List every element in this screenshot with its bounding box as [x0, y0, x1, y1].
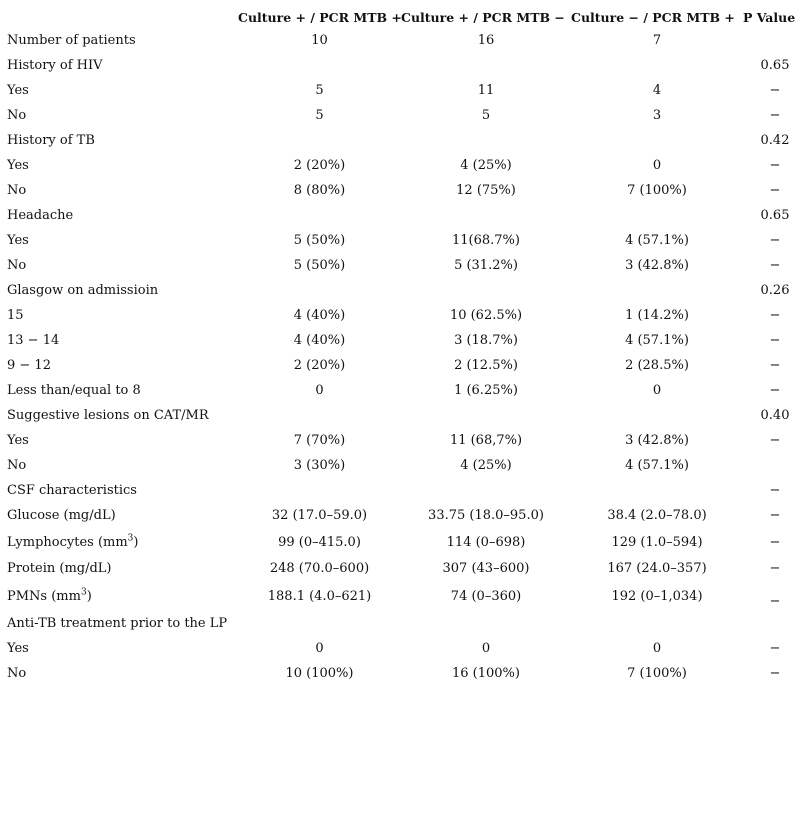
cell-c2: 307 (43–600): [442, 561, 530, 576]
table-row: [0, 253, 807, 278]
cell-p-value: [743, 28, 807, 53]
row-label-text: Protein (mg/dL): [7, 561, 112, 576]
row-label-text: Yes: [7, 83, 29, 98]
cell-c3: 4 (57.1%): [625, 333, 689, 348]
cell-c3: 3: [652, 108, 662, 123]
table-row: [0, 503, 807, 528]
row-label-superscript: 3: [127, 533, 134, 544]
row-label: [0, 278, 238, 303]
cell-c2: 2 (12.5%): [454, 358, 518, 373]
row-label: [0, 253, 238, 278]
cell-c3: 7 (100%): [627, 183, 687, 198]
cell-c3: 4: [652, 83, 662, 98]
row-label-text: Anti-TB treatment prior to the LP: [7, 616, 228, 631]
table-row: [0, 203, 807, 228]
row-label: [0, 353, 238, 378]
cell-c1: 248 (70.0–600): [269, 561, 370, 576]
cell-p-value: −: [769, 308, 781, 323]
cell-c1: 7 (70%): [293, 433, 346, 448]
cell-c1: [238, 128, 401, 153]
cell-c1: [238, 278, 401, 303]
cell-c3: 129 (1.0–594): [611, 534, 703, 550]
row-label: [0, 78, 238, 103]
row-label-text: No: [7, 183, 27, 198]
table-body: [0, 28, 807, 686]
cell-c3: 7 (100%): [627, 666, 687, 681]
row-label: [0, 128, 238, 153]
cell-c3: [571, 278, 743, 303]
cell-c2: 3 (18.7%): [454, 333, 518, 348]
cell-c3: 3 (42.8%): [625, 433, 689, 448]
cell-c2: 4 (25%): [460, 158, 512, 173]
cell-c2: 0: [481, 641, 491, 656]
cell-c3: 38.4 (2.0–78.0): [607, 508, 707, 523]
table-row: [0, 228, 807, 253]
cell-c1: 4 (40%): [293, 333, 346, 348]
row-label-text: Yes: [7, 158, 29, 173]
cell-p-value: −: [769, 433, 781, 448]
cell-c1: 8 (80%): [293, 183, 346, 198]
row-label: [0, 103, 238, 128]
cell-c1: 5: [315, 108, 324, 123]
cell-p-value: −: [769, 108, 781, 123]
table-row: [0, 378, 807, 403]
cell-p-value: −: [769, 508, 781, 523]
row-label-text: Headache: [7, 208, 74, 223]
cell-c2: 10 (62.5%): [449, 308, 523, 323]
table-row: [0, 328, 807, 353]
cell-c3: 4 (57.1%): [625, 458, 689, 473]
row-label: [0, 611, 238, 636]
row-label: [0, 53, 238, 78]
cell-c2: 11: [477, 83, 495, 98]
cell-c2: [401, 53, 571, 78]
cell-c2: [401, 611, 571, 636]
cell-c2: [401, 203, 571, 228]
row-label: [0, 403, 238, 428]
cell-c1: 4 (40%): [293, 308, 346, 323]
cell-p-value: −: [769, 383, 781, 398]
cell-p-value: 0.65: [760, 58, 790, 73]
cell-p-value: −: [769, 666, 781, 681]
table-row: [0, 428, 807, 453]
header-culture-neg-pcr-pos: Culture − / PCR MTB +: [571, 9, 735, 25]
row-label-text: Yes: [7, 433, 29, 448]
cell-c2: [401, 478, 571, 503]
table-row: [0, 153, 807, 178]
cell-c3: [571, 403, 743, 428]
cell-p-value: −: [769, 594, 781, 609]
row-label-text: Less than/equal to 8: [7, 383, 141, 398]
table-row: [0, 28, 807, 53]
cell-c3: 0: [652, 158, 662, 173]
cell-c3: [571, 611, 743, 636]
cell-p-value: −: [769, 641, 781, 656]
cell-c2: 4 (25%): [460, 458, 512, 473]
table-row: [0, 636, 807, 661]
header-label-column: [0, 6, 238, 28]
table-row: [0, 303, 807, 328]
cell-c3: 7: [652, 33, 662, 48]
row-label: [0, 661, 238, 686]
row-label: [0, 528, 238, 556]
row-label: [0, 503, 238, 528]
table-row: [0, 611, 807, 636]
row-label-text: CSF characteristics: [7, 483, 137, 498]
cell-p-value: 0.40: [760, 408, 790, 423]
row-label: [0, 556, 238, 581]
row-label-text: Number of patients: [7, 33, 136, 48]
cell-c1: 0: [315, 641, 324, 656]
row-label-text: History of TB: [7, 133, 95, 148]
table-row: [0, 78, 807, 103]
cell-c3: 2 (28.5%): [625, 358, 689, 373]
row-label-text: 9 − 12: [7, 358, 51, 373]
cell-p-value: −: [769, 158, 781, 173]
cell-c3: [571, 203, 743, 228]
row-label-tail: ): [86, 588, 92, 604]
cell-c3: 1 (14.2%): [625, 308, 689, 323]
row-label: [0, 428, 238, 453]
cell-c1: 10 (100%): [285, 666, 354, 681]
row-label-text: Lymphocytes (mm: [7, 534, 128, 550]
header-culture-pos-pcr-pos: Culture + / PCR MTB +: [238, 9, 402, 25]
table-row: [0, 178, 807, 203]
row-label: [0, 581, 238, 611]
row-label-text: Glasgow on admissioin: [7, 283, 159, 298]
cell-p-value: −: [769, 561, 781, 576]
results-table: [0, 6, 807, 686]
row-label: [0, 228, 238, 253]
cell-c2: [401, 128, 571, 153]
cell-c3: [571, 53, 743, 78]
row-label: [0, 203, 238, 228]
row-label: [0, 636, 238, 661]
header-p-value: P Value: [743, 9, 796, 25]
cell-c1: [238, 53, 401, 78]
row-label-text: PMNs (mm: [7, 588, 81, 604]
cell-p-value: −: [769, 483, 781, 498]
table-row: [0, 278, 807, 303]
row-label: [0, 453, 238, 478]
row-label-text: Suggestive lesions on CAT/MR: [7, 408, 209, 423]
row-label: [0, 378, 238, 403]
table-row: [0, 478, 807, 503]
row-label-text: Glucose (mg/dL): [7, 508, 116, 523]
row-label: [0, 478, 238, 503]
cell-p-value: −: [769, 233, 781, 248]
row-label: [0, 328, 238, 353]
row-label: [0, 153, 238, 178]
cell-c1: 10: [311, 33, 328, 48]
header-culture-pos-pcr-neg: Culture + / PCR MTB −: [401, 9, 565, 25]
cell-c1: [238, 403, 401, 428]
cell-c2: 74 (0–360): [450, 588, 522, 604]
cell-c2: 5 (31.2%): [454, 258, 518, 273]
cell-p-value: −: [769, 333, 781, 348]
cell-p-value: [743, 453, 807, 478]
cell-c1: 0: [315, 383, 324, 398]
cell-c3: 0: [652, 383, 662, 398]
cell-c1: [238, 203, 401, 228]
row-label-text: History of HIV: [7, 58, 103, 73]
row-label-superscript: 3: [80, 587, 87, 598]
cell-c1: 5: [315, 83, 324, 98]
cell-c1: 3 (30%): [293, 458, 346, 473]
cell-c1: 188.1 (4.0–621): [267, 588, 372, 604]
cell-p-value: −: [769, 183, 781, 198]
cell-c2: 16: [477, 33, 495, 48]
cell-c3: 192 (0–1,034): [611, 588, 703, 604]
row-label-text: No: [7, 458, 27, 473]
cell-c2: 11(68.7%): [452, 233, 520, 248]
cell-c2: [401, 403, 571, 428]
cell-c2: [401, 278, 571, 303]
cell-c2: 16 (100%): [452, 666, 520, 681]
table-row: [0, 453, 807, 478]
row-label-text: 15: [7, 308, 24, 323]
table-row: [0, 403, 807, 428]
cell-c1: 5 (50%): [293, 233, 346, 248]
row-label-text: Yes: [7, 233, 29, 248]
cell-c2: 114 (0–698): [446, 534, 526, 550]
cell-p-value: 0.65: [760, 208, 790, 223]
cell-c2: 5: [481, 108, 491, 123]
cell-c2: 11 (68,7%): [449, 433, 523, 448]
cell-p-value: −: [769, 534, 781, 550]
cell-p-value: −: [769, 258, 781, 273]
cell-c1: 2 (20%): [293, 358, 346, 373]
cell-c1: 32 (17.0–59.0): [271, 508, 368, 523]
cell-c1: 99 (0–415.0): [278, 534, 361, 550]
cell-c3: [571, 478, 743, 503]
cell-p-value: 0.26: [760, 283, 790, 298]
header-row: [0, 6, 807, 28]
cell-p-value: −: [769, 358, 781, 373]
row-label-tail: ): [133, 534, 139, 550]
cell-c2: 1 (6.25%): [454, 383, 518, 398]
row-label-text: No: [7, 258, 27, 273]
cell-c1: 2 (20%): [293, 158, 346, 173]
row-label: [0, 178, 238, 203]
table-row: [0, 528, 807, 556]
table-row: [0, 556, 807, 581]
cell-c3: 0: [652, 641, 662, 656]
cell-c3: 3 (42.8%): [625, 258, 689, 273]
cell-p-value: −: [769, 83, 781, 98]
cell-p-value: 0.42: [760, 133, 790, 148]
table-row: [0, 103, 807, 128]
cell-c3: 167 (24.0–357): [607, 561, 707, 576]
row-label-text: No: [7, 666, 27, 681]
cell-c3: 4 (57.1%): [625, 233, 689, 248]
row-label-text: 13 − 14: [7, 333, 60, 348]
table-row: [0, 53, 807, 78]
cell-c3: [571, 128, 743, 153]
cell-c1: [238, 611, 401, 636]
cell-c2: 12 (75%): [456, 183, 516, 198]
table-row: [0, 661, 807, 686]
row-label-text: Yes: [7, 641, 29, 656]
row-label: [0, 28, 238, 53]
cell-p-value: [743, 611, 807, 636]
row-label-text: No: [7, 108, 27, 123]
cell-c1: [238, 478, 401, 503]
cell-c1: 5 (50%): [293, 258, 346, 273]
table-row: [0, 581, 807, 611]
row-label: [0, 303, 238, 328]
table-row: [0, 353, 807, 378]
cell-c2: 33.75 (18.0–95.0): [428, 508, 544, 523]
table-row: [0, 128, 807, 153]
